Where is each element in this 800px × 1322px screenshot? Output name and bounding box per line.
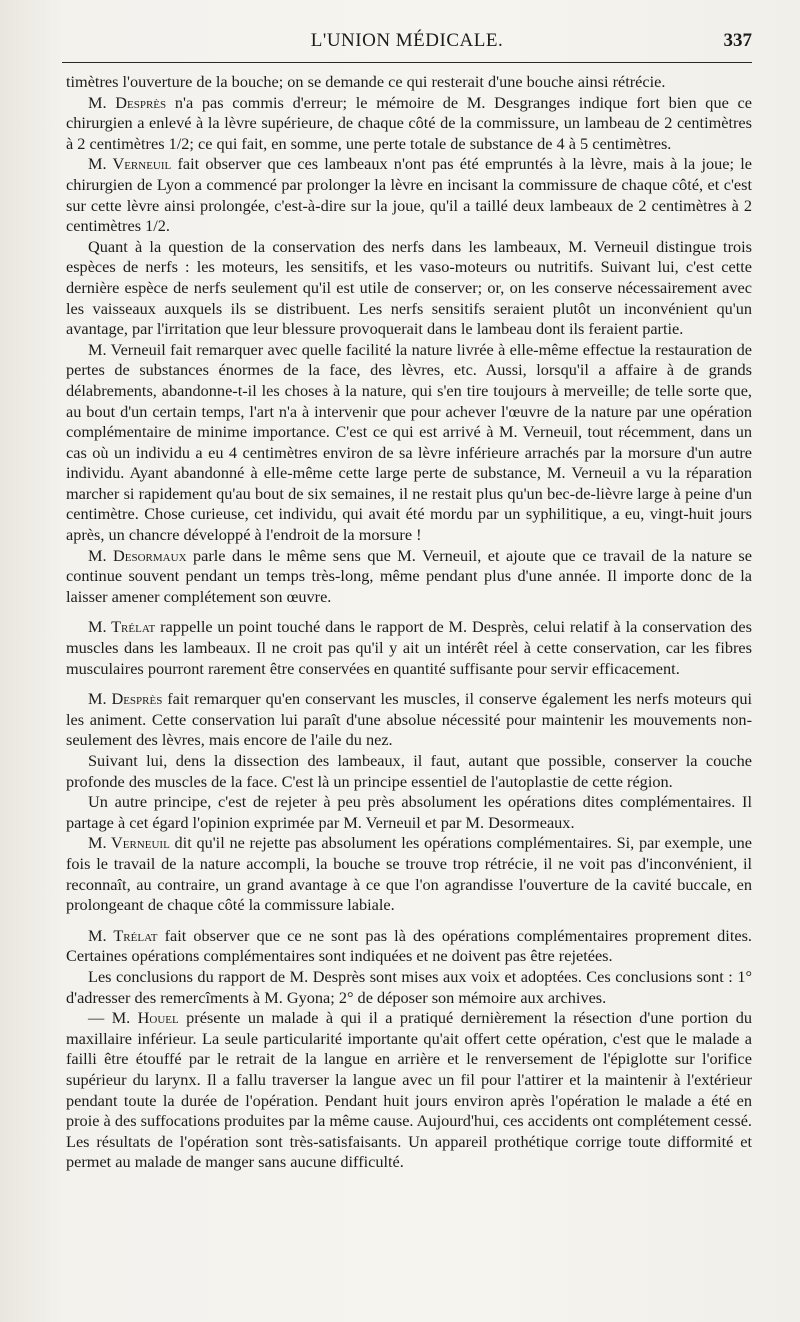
paragraph bbox=[66, 689, 752, 751]
paragraph bbox=[66, 926, 752, 967]
running-title: L'UNION MÉDICALE. bbox=[310, 30, 504, 51]
paragraph-text: fait remarquer qu'en conservant les muscles, il conserve également les nerfs moteurs qui les animent. Cette conservation lui paraît d'une absolue nécessité pour maintenir les mouvements non-seulement des lèvres, mais encore de l'aile du nez. bbox=[66, 689, 752, 750]
paragraph-text: parle dans le même sens que M. Verneuil, et ajoute que ce travail de la nature se continue souvent pendant un temps très-long, même pendant plus d'une année. Il importe donc de la laisser amener complétement son œuvre. bbox=[66, 545, 752, 606]
speaker-name: M. Desprès bbox=[88, 92, 167, 112]
speaker-name: M. Desormaux bbox=[88, 545, 187, 565]
speaker-name: M. Desprès bbox=[88, 689, 163, 709]
paragraph-text: Les conclusions du rapport de M. Desprès sont mises aux voix et adoptées. Ces conclusions sont : 1° d'adresser des remercîments à M. Gyona; 2° de déposer son mémoire aux archives. bbox=[66, 966, 752, 1007]
page-number: 337 bbox=[723, 30, 752, 51]
paragraph bbox=[66, 546, 752, 608]
paragraph bbox=[66, 967, 752, 1008]
paragraph bbox=[66, 72, 752, 93]
speaker-name: M. Trélat bbox=[88, 925, 158, 945]
paragraph-text: Quant à la question de la conservation des nerfs dans les lambeaux, M. Verneuil distingue trois espèces de nerfs : les moteurs, les sensitifs, et les vaso-moteurs ou nutritifs. Suivant lui, c'est cette dernière espèce de nerfs seulement qu'il est utile de conserver; or, on les conserve nécessairement avec les vaisseaux auxquels ils se distribuent. Les nerfs sensitifs seraient plutôt un inconvénient qu'un avantage, par l'irritation que leur blessure provoquerait dans le lambeau dont ils feraient partie. bbox=[66, 236, 752, 339]
paragraph bbox=[66, 154, 752, 236]
paragraph bbox=[66, 833, 752, 915]
speaker-name: M. Verneuil bbox=[88, 154, 172, 174]
paragraph bbox=[66, 751, 752, 792]
speaker-name: M. Verneuil bbox=[88, 833, 170, 853]
paragraph-text: Suivant lui, dens la dissection des lambeaux, il faut, autant que possible, conserver la couche profonde des muscles de la face. C'est là un principe essentiel de l'autoplastie de cette région. bbox=[66, 751, 752, 791]
paragraph-text: présente un malade à qui il a pratiqué dernièrement la résection d'une portion du maxillaire inférieur. La seule particularité importante qu'ait offert cette opération, c'est que le malade a failli être étouffé par le retrait de la langue en arrière et le renversement de l'épiglotte sur l'orifice supérieur du larynx. Il a fallu traverser la langue avec un fil pour l'attirer et la maintenir à l'extérieur pendant toute la durée de l'opération. Pendant huit jours environ après l'opération le malade a été en proie à des suffocations produites par la même cause. Aujourd'hui, ces accidents ont complétement cessé. Les résultats de l'opération sont très-satisfaisants. Un appareil prothétique corrige toute difformité et permet au malade de manger sans aucune difficulté. bbox=[66, 1008, 752, 1172]
paragraph-text: fait observer que ce ne sont pas là des opérations complémentaires proprement dites. Certaines opérations complémentaires sont indiquées et ne doivent pas être rejetées. bbox=[66, 925, 752, 966]
paragraph-text: fait observer que ces lambeaux n'ont pas été empruntés à la lèvre, mais à la joue; le chirurgien de Lyon a commencé par prolonger la lèvre en incisant la commissure de chaque côté, et c'est sur cette lèvre ainsi prolongée, c'est-à-dire sur la joue, qu'il a taillé deux lambeaux de 2 centimètres à 2 centimètres 1/2. bbox=[66, 154, 752, 236]
paragraph bbox=[66, 1008, 752, 1173]
paragraph-text: dit qu'il ne rejette pas absolument les opérations complémentaires. Si, par exemple, une fois le travail de la nature accompli, la bouche se trouve trop rétrécie, il ne voit pas d'inconvénient, il reconnaît, au contraire, un grand avantage à ce que l'on agrandisse l'ouverture de la cavité buccale, en prolongeant de chaque côté la commissure labiale. bbox=[66, 833, 752, 915]
paragraph-text: n'a pas commis d'erreur; le mémoire de M. Desgranges indique fort bien que ce chirurgien a enlevé à la lèvre supérieure, de chaque côté de la commissure, un lambeau de 2 centimètres à 2 centimètres 1/2; ce qui fait, en somme, une perte totale de substance de 4 à 5 centimètres. bbox=[66, 92, 752, 153]
paragraph bbox=[66, 617, 752, 679]
paragraph bbox=[66, 93, 752, 155]
header-rule bbox=[62, 62, 752, 63]
paragraph bbox=[66, 792, 752, 833]
paragraph bbox=[66, 237, 752, 340]
paragraph bbox=[66, 340, 752, 546]
paragraph-text: M. Verneuil fait remarquer avec quelle facilité la nature livrée à elle-même effectue la restauration de pertes de substances énormes de la face, des lèvres, etc. Aussi, lorsqu'il a affaire à de grands délabrements, abandonne-t-il les choses à la nature, qui s'en tire toujours à merveille; de telle sorte que, au bout d'un certain temps, l'art n'a à intervenir que pour achever l'œuvre de la nature par une opération complémentaire de minime importance. C'est ce qui est arrivé à M. Verneuil, tout récemment, dans un cas où un individu a eu 4 centimètres environ de sa lèvre inférieure arrachés par la morsure d'un autre individu. Ayant abandonné à elle-même cette large perte de substance, M. Verneuil a vu la réparation marcher si rapidement qu'au bout de six semaines, il ne restait plus qu'un bec-de-lièvre large à peine d'un centimètre. Chose curieuse, cet individu, qui avait été mordu par un syphilitique, a eu, vingt-huit jours après, un chancre développé à l'endroit de la morsure ! bbox=[66, 339, 752, 545]
body-text bbox=[66, 72, 752, 1173]
speaker-name: M. Trélat bbox=[88, 617, 156, 637]
paragraph-text: Un autre principe, c'est de rejeter à peu près absolument les opérations dites complémentaires. Il partage à cet égard l'opinion exprimée par M. Verneuil et par M. Desormeaux. bbox=[66, 792, 752, 832]
page-header bbox=[62, 30, 752, 60]
speaker-name: — M. Houel bbox=[88, 1008, 179, 1028]
paragraph-text: rappelle un point touché dans le rapport de M. Desprès, celui relatif à la conservation des muscles dans les lambeaux. Il ne croit pas qu'il y ait un intérêt réel à cette conservation, car les fibres musculaires pourront rarement être conservées en quantité suffisante pour servir efficacement. bbox=[66, 617, 752, 678]
paragraph-text: timètres l'ouverture de la bouche; on se demande ce qui resterait d'une bouche ainsi rétrécie. bbox=[66, 72, 666, 91]
